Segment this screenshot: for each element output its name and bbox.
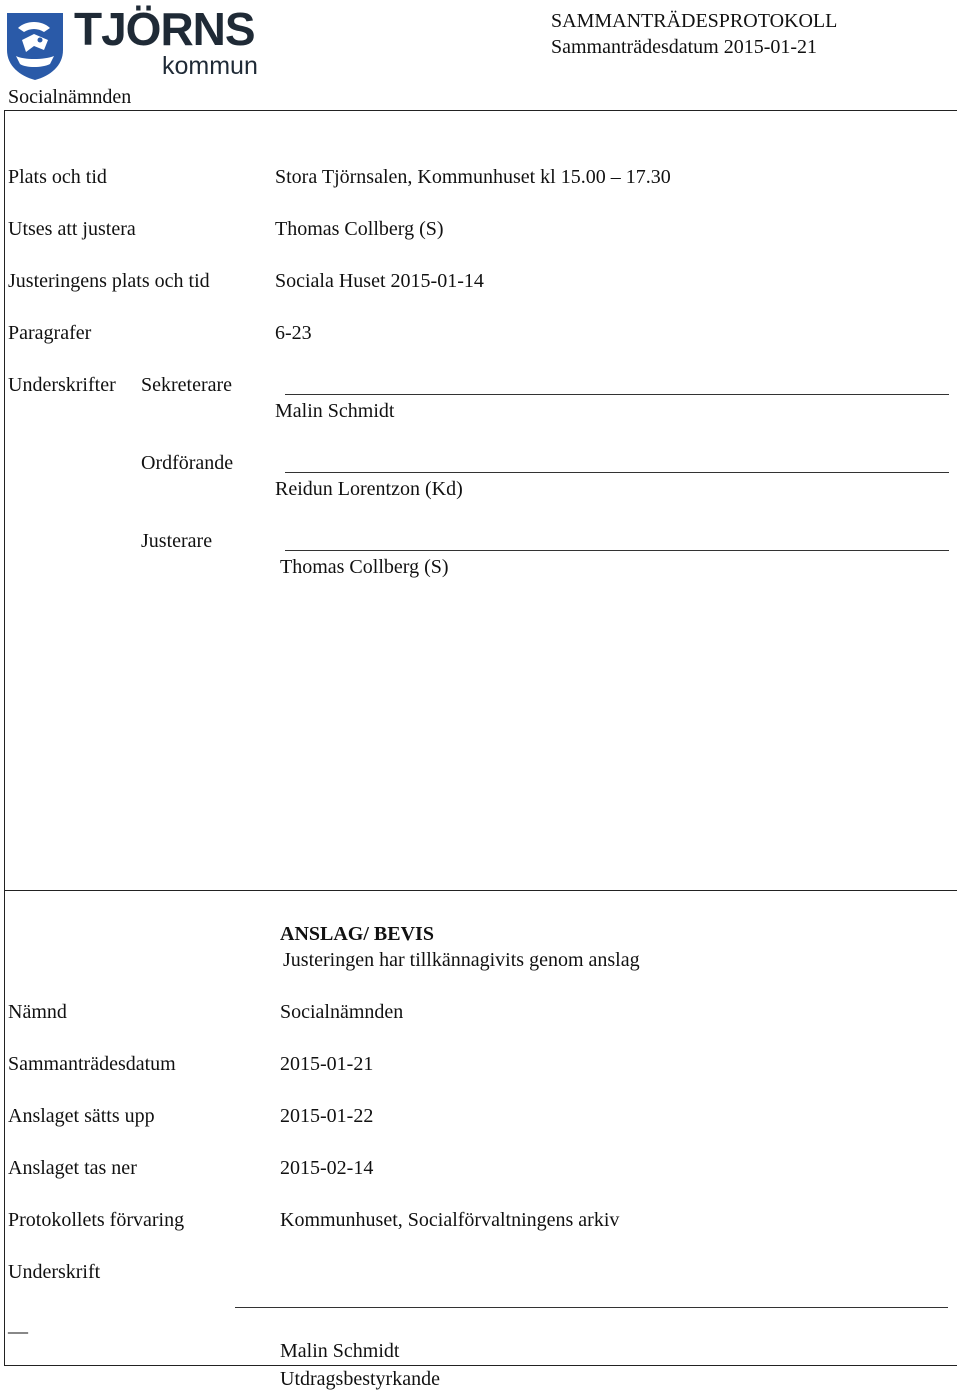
notice-signature-line — [235, 1307, 948, 1308]
place-value: Stora Tjörnsalen, Kommunhuset kl 15.00 – 17.30 — [275, 166, 671, 188]
logo-sub: kommun — [162, 52, 258, 80]
removed-value: 2015-02-14 — [280, 1157, 374, 1179]
certified-label: Utdragsbestyrkande — [280, 1368, 440, 1390]
posted-label: Anslaget sätts upp — [8, 1105, 155, 1127]
chair-signature-line — [285, 472, 949, 473]
department-name: Socialnämnden — [8, 86, 132, 108]
secretary-name: Malin Schmidt — [275, 400, 395, 422]
paragraphs-label: Paragrafer — [8, 322, 92, 344]
adjuster-value: Thomas Collberg (S) — [275, 218, 444, 240]
municipality-logo — [4, 3, 269, 82]
header-meeting-date: Sammanträdesdatum 2015-01-21 — [551, 36, 818, 58]
footer-rule — [4, 1365, 957, 1366]
place-label: Plats och tid — [8, 166, 107, 188]
adjuster-role: Justerare — [141, 530, 213, 552]
adjuster-name: Thomas Collberg (S) — [280, 556, 449, 578]
adjuster-signature-line — [285, 550, 949, 551]
header-rule — [4, 110, 957, 111]
posted-value: 2015-01-22 — [280, 1105, 374, 1127]
meeting-date-value: 2015-01-21 — [280, 1053, 374, 1075]
board-value: Socialnämnden — [280, 1001, 404, 1023]
removed-label: Anslaget tas ner — [8, 1157, 137, 1179]
document-type: SAMMANTRÄDESPROTOKOLL — [551, 10, 838, 32]
adjust-place-value: Sociala Huset 2015-01-14 — [275, 270, 484, 292]
section-divider — [4, 890, 957, 891]
meeting-date-label: Sammanträdesdatum — [8, 1053, 176, 1075]
storage-value: Kommunhuset, Socialförvaltningens arkiv — [280, 1209, 620, 1231]
paragraphs-value: 6-23 — [275, 322, 312, 344]
chair-role: Ordförande — [141, 452, 234, 474]
notice-title: ANSLAG/ BEVIS — [280, 923, 434, 945]
adjuster-label: Utses att justera — [8, 218, 136, 240]
logo-name: TJÖRNS — [74, 3, 255, 55]
coat-of-arms-icon — [4, 10, 66, 82]
storage-label: Protokollets förvaring — [8, 1209, 185, 1231]
secretary-role: Sekreterare — [141, 374, 233, 396]
adjust-place-label: Justeringens plats och tid — [8, 270, 210, 292]
secretary-signature-line — [285, 394, 949, 395]
chair-name: Reidun Lorentzon (Kd) — [275, 478, 463, 500]
notice-subtitle: Justeringen har tillkännagivits genom anslag — [283, 949, 640, 971]
left-border — [4, 110, 5, 1366]
board-label: Nämnd — [8, 1001, 67, 1023]
signatures-label: Underskrifter — [8, 374, 116, 396]
signature-mark: __ — [8, 1314, 28, 1336]
signature-label: Underskrift — [8, 1261, 101, 1283]
signer-name: Malin Schmidt — [280, 1340, 400, 1362]
